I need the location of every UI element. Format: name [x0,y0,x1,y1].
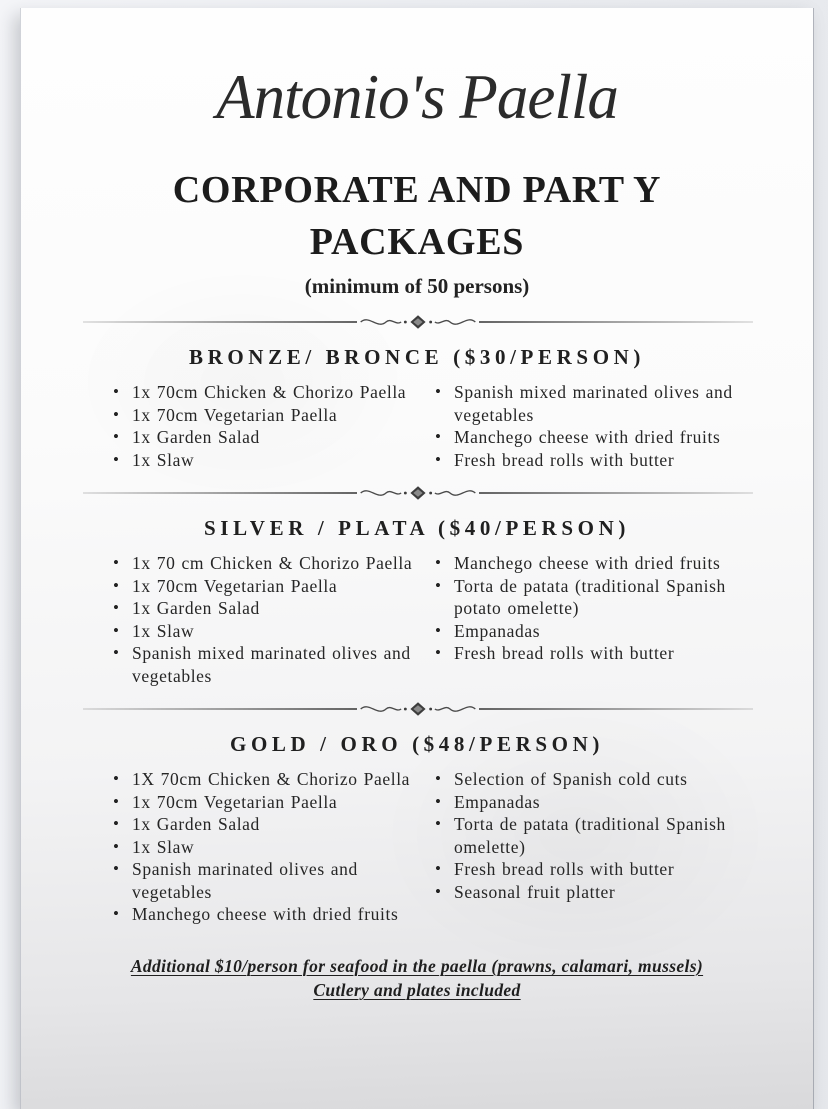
menu-item: • Spanish mixed marinated olives and vegetables [111,642,419,687]
divider-ornament-icon [359,314,477,330]
bronze-columns [21,381,813,471]
menu-item: • Empanadas [433,791,739,814]
menu-item: • Manchego cheese with dried fruits [111,903,419,926]
menu-item: • 1x Slaw [111,836,419,859]
bronze-list-left [111,381,433,471]
divider-ornament-icon [359,485,477,501]
menu-item: • Torta de patata (traditional Spanish omelette) [433,813,739,858]
section-heading-gold: GOLD / ORO ($48/PERSON) [229,732,605,757]
divider-line-right [479,492,753,494]
menu-item: • Spanish mixed marinated olives and vegetables [433,381,739,426]
menu-item: • Seasonal fruit platter [433,881,739,904]
gold-columns [21,768,813,926]
cutlery-note: Cutlery and plates included [313,979,521,1000]
section-divider [83,485,753,501]
menu-footer [21,954,813,1002]
menu-item: • 1x 70cm Vegetarian Paella [111,575,419,598]
silver-list-left [111,552,433,687]
minimum-persons-note: (minimum of 50 persons) [304,274,530,299]
section-divider [83,701,753,717]
menu-page [20,8,814,1109]
menu-item: • 1x 70 cm Chicken & Chorizo Paella [111,552,419,575]
menu-item: • 1x Garden Salad [111,813,419,836]
menu-item: • Manchego cheese with dried fruits [433,426,739,449]
gold-list-left [111,768,433,926]
menu-item: • 1x 70cm Vegetarian Paella [111,791,419,814]
section-bronze [21,345,813,471]
menu-item: • 1x Garden Salad [111,597,419,620]
section-heading-bronze: BRONZE/ BRONCE ($30/PERSON) [188,345,646,370]
menu-item: • 1X 70cm Chicken & Chorizo Paella [111,768,419,791]
menu-item: • Fresh bread rolls with butter [433,449,739,472]
gold-list-right [433,768,739,926]
page-title-line2: PACKAGES [309,221,525,264]
menu-item: • Spanish marinated olives and vegetables [111,858,419,903]
silver-columns [21,552,813,687]
menu-item: • Manchego cheese with dried fruits [433,552,739,575]
page-title [21,164,813,268]
divider-line-right [479,708,753,710]
menu-item: • 1x Garden Salad [111,426,419,449]
section-heading-silver: SILVER / PLATA ($40/PERSON) [204,516,630,541]
divider-line-left [83,708,357,710]
menu-item: • Selection of Spanish cold cuts [433,768,739,791]
section-divider [83,314,753,330]
menu-item: • Torta de patata (traditional Spanish potato omelette) [433,575,739,620]
brand-script-logo: Antonio's Paella [216,62,618,132]
section-gold [21,732,813,926]
menu-item: • Empanadas [433,620,739,643]
silver-list-right [433,552,739,687]
divider-line-left [83,492,357,494]
menu-item: • Fresh bread rolls with butter [433,642,739,665]
menu-item: • Fresh bread rolls with butter [433,858,739,881]
seafood-surcharge-note: Additional $10/person for seafood in the paella (prawns, calamari, mussels) [130,955,704,976]
menu-item: • 1x 70cm Chicken & Chorizo Paella [111,381,419,404]
divider-line-right [479,321,753,323]
menu-item: • 1x 70cm Vegetarian Paella [111,404,419,427]
divider-line-left [83,321,357,323]
page-title-line1: CORPORATE AND PART Y [172,169,662,212]
menu-item: • 1x Slaw [111,620,419,643]
menu-item: • 1x Slaw [111,449,419,472]
bronze-list-right [433,381,739,471]
section-silver [21,516,813,687]
divider-ornament-icon [359,701,477,717]
